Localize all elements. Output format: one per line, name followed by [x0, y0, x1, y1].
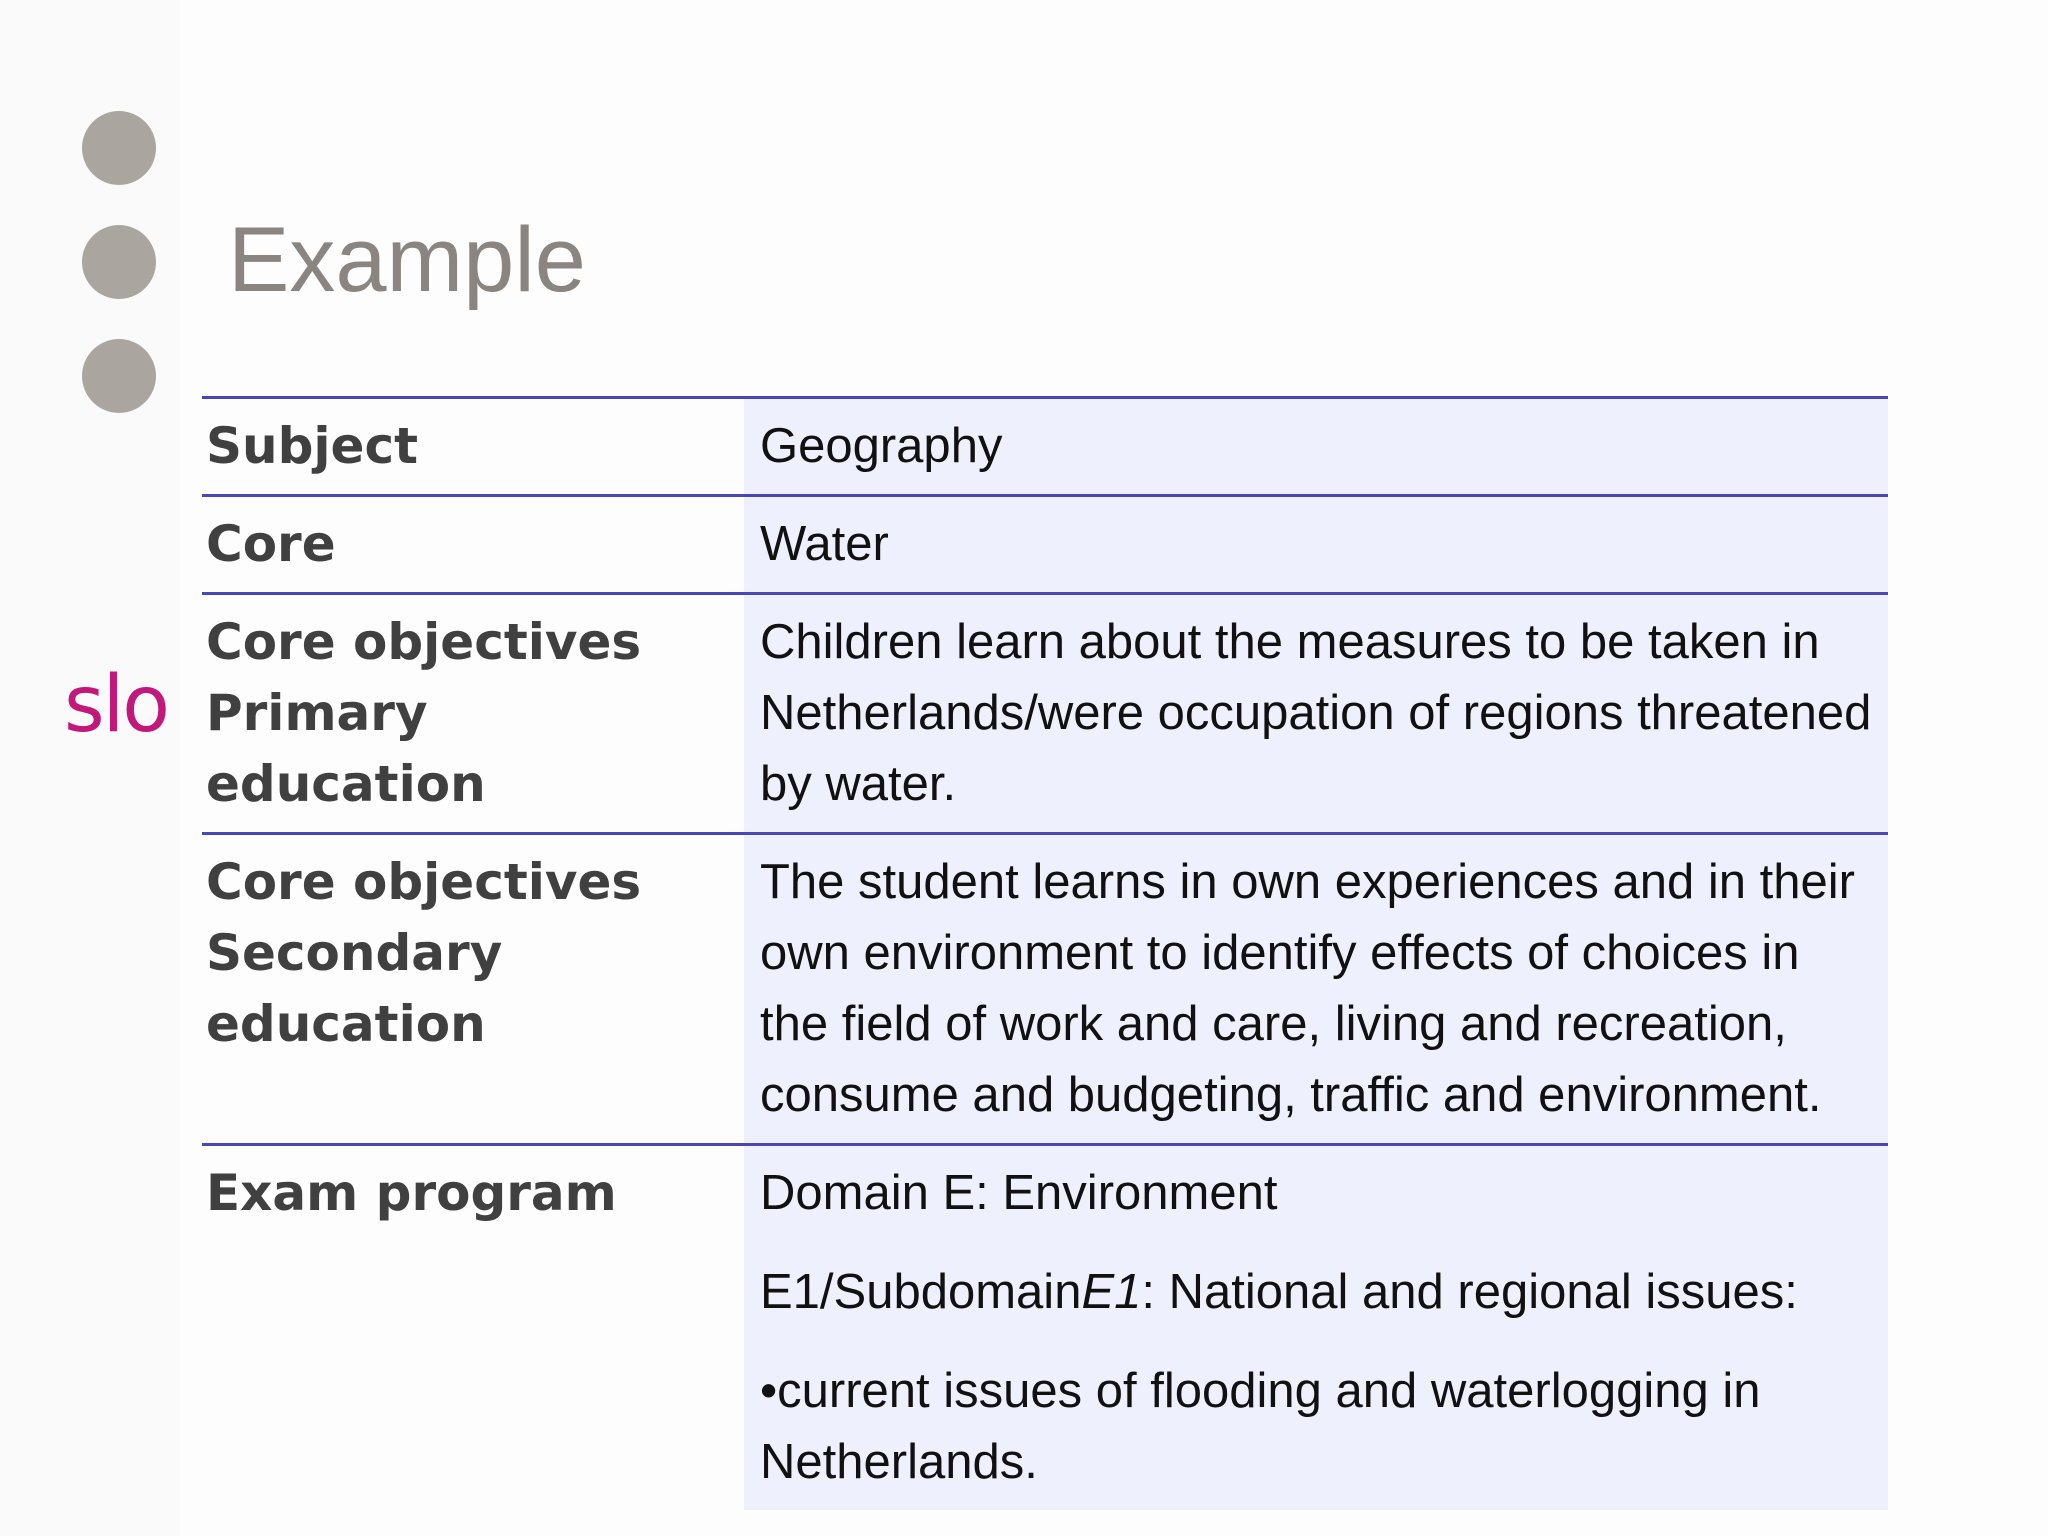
decorative-dot-icon [82, 111, 156, 185]
subdomain-code: E1 [1081, 1265, 1142, 1319]
row-label-line: Core objectives [206, 613, 642, 671]
row-value [744, 1146, 1888, 1510]
row-label-line: Secondary [206, 924, 503, 982]
row-label-line: education [206, 995, 486, 1053]
row-value: The student learns in own experiences and in their own environment to identify effects of choices in the field of work and care, living and recreation, consume and budgeting, traffic and environment. [744, 835, 1888, 1143]
row-label: Subject [206, 417, 418, 475]
exam-domain: Domain E: Environment [760, 1166, 1278, 1220]
row-label-line: education [206, 755, 486, 813]
table-row-core-objectives-primary [202, 595, 1888, 835]
row-label: Core [206, 515, 336, 573]
row-label [202, 835, 744, 1143]
decorative-dot-icon [82, 225, 156, 299]
table-row-core-objectives-secondary [202, 835, 1888, 1146]
exam-bullet: •current issues of flooding and waterlogging in Netherlands. [760, 1364, 1761, 1489]
example-table [202, 396, 1888, 1510]
subdomain-text: : National and regional issues: [1141, 1265, 1798, 1319]
exam-subdomain [760, 1257, 1878, 1328]
row-value: Geography [744, 399, 1888, 494]
row-label: Exam program [206, 1164, 617, 1222]
table-row-subject [202, 399, 1888, 497]
row-label-line: Core objectives [206, 853, 642, 911]
row-value: Children learn about the measures to be taken in Netherlands/were occupation of regions threatened by water. [744, 595, 1888, 832]
row-label-line: Primary [206, 684, 428, 742]
row-value: Water [744, 497, 1888, 592]
table-row-exam-program [202, 1146, 1888, 1510]
slo-logo: slo [64, 660, 169, 750]
decorative-dot-icon [82, 339, 156, 413]
side-strip [0, 0, 180, 1536]
subdomain-prefix: E1/Subdomain [760, 1265, 1082, 1319]
slide-title: Example [228, 209, 586, 311]
row-label [202, 595, 744, 832]
table-row-core [202, 497, 1888, 595]
